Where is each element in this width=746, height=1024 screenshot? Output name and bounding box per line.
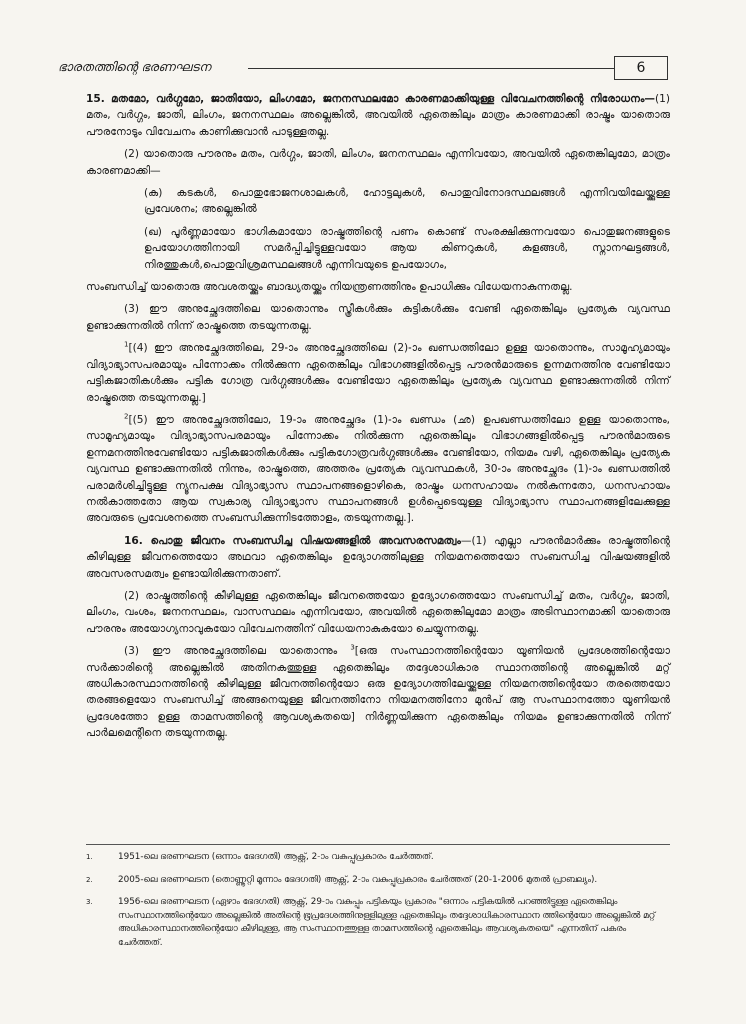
article-16-clause-3-para <box>86 643 670 741</box>
article-16-clause-2: (2) രാഷ്ട്രത്തിന്റെ കീഴിലുള്ള ഏതെങ്കിലും ജീവനത്തെയോ ഉദ്യോഗത്തെയോ സംബന്ധിച്ച് മതം, വർഗ്ഗം, ജാതി, ലിംഗം, വംശം, ജനനസ്ഥലം, വാസസ്ഥലം എന്നിവയോ, അവയിൽ ഏതെങ്കിലുമോ മാത്രം അടിസ്ഥാനമാക്കി യാതൊരു പൗരനും അയോഗ്യനാവുകയോ വിവേചനത്തിന് വിധേയനാകുകയോ ചെയ്യുന്നതല്ല. <box>86 589 670 635</box>
header-title: ഭാരതത്തിന്റെ ഭരണഘടന <box>58 59 211 74</box>
article-15-heading: 15. മതമോ, വർഗ്ഗമോ, ജാതിയോ, ലിംഗമോ, ജനനസ്ഥലമോ കാരണമാക്കിയുള്ള വിവേചനത്തിന്റെ നിരോധനം— <box>86 93 655 105</box>
footnote-number: 2. <box>86 875 93 884</box>
article-16-clause-3-start: (3) ഈ അനുച്ഛേദത്തിലെ യാതൊന്നും <box>124 645 338 658</box>
footnote-ref-1: 1 <box>124 340 129 349</box>
footnote-1 <box>86 851 670 865</box>
footnote-ref-2: 2 <box>124 412 129 421</box>
article-15-clause-2-end: സംബന്ധിച്ച് യാതൊരു അവശതയ്ക്കും ബാദ്ധ്യതയ്ക്കും നിയന്ത്രണത്തിനും ഉപാധിക്കും വിധേയനാകുന്നതല്ല. <box>86 281 573 294</box>
article-15-clause-2-b: (ഖ) പൂർണ്ണമായോ ഭാഗികമായോ രാഷ്ട്രത്തിന്റെ പണം കൊണ്ട് സംരക്ഷിക്കുന്നവയോ പൊതുജനങ്ങളുടെ ഉപയോഗത്തിനായി സമർപ്പിച്ചിട്ടുള്ളവയോ ആയ കിണറുകൾ, കുളങ്ങൾ, സ്നാനഘട്ടങ്ങൾ, നിരത്തുകൾ,പൊതുവിശ്രമസ്ഥലങ്ങൾ എന്നിവയുടെ ഉപയോഗം, <box>144 225 670 271</box>
footnotes <box>86 844 670 959</box>
article-15-clause-1: (1) മതം, വർഗ്ഗം, ജാതി, ലിംഗം, ജനനസ്ഥലം അല്ലെങ്കിൽ, അവയിൽ ഏതെങ്കിലും മാത്രം കാരണമാക്കി രാഷ്ട്രം യാതൊരു പൗരനോടും വിവേചനം കാണിക്കുവാൻ പാടുള്ളതല്ല. <box>86 93 670 138</box>
footnote-number: 3. <box>86 898 93 906</box>
article-15-clause-5-para <box>86 412 670 527</box>
article-15-heading-para <box>86 91 670 140</box>
footnote-number: 1. <box>86 853 93 861</box>
footnote-text: 1951-ലെ ഭരണഘടന (ഒന്നാം ഭേദഗതി) ആക്റ്റ്, 2-ാം വകുപ്പുപ്രകാരം ചേർത്തത്. <box>118 852 434 862</box>
article-15-clause-3: (3) ഈ അനുച്ഛേദത്തിലെ യാതൊന്നും സ്ത്രീകൾക്കും കുട്ടികൾക്കും വേണ്ടി ഏതെങ്കിലും പ്രത്യേക വ്യവസ്ഥ ഉണ്ടാക്കുന്നതിൽ നിന്ന് രാഷ്ട്രത്തെ തടയുന്നതല്ല. <box>86 303 670 332</box>
article-16-heading-para <box>86 533 670 582</box>
article-15-clause-2-a: (ക) കടകൾ, പൊതുഭോജനശാലകൾ, ഹോട്ടലുകൾ, പൊതുവിനോദസ്ഥലങ്ങൾ എന്നിവയിലേയ്ക്കുള്ള പ്രവേശനം; അല്ലെങ്കിൽ <box>144 187 670 216</box>
article-16-heading: 16. പൊതു ജീവനം സംബന്ധിച്ച വിഷയങ്ങളിൽ അവസരസമത്വം <box>124 534 461 547</box>
article-16-clause-3-rest: [ഒരു സംസ്ഥാനത്തിന്റെയോ യൂണിയൻ പ്രദേശത്തിന്റെയോ സർക്കാരിന്റെ അല്ലെങ്കിൽ അതിനകത്തുള്ള ഏതെങ്കിലും തദ്ദേശാധികാര സ്ഥാനത്തിന്റെ അല്ലെങ്കിൽ മറ്റ് അധികാരസ്ഥാനത്തിന്റെ കീഴിലുള്ള ജീവനത്തിന്റെയോ ഒരു ഉദ്യോഗത്തിലേയ്ക്കുള്ള നിയമനത്തിന്റെയോ തരത്തെയോ തരങ്ങളെയോ സംബന്ധിച്ച് അങ്ങനെയുള്ള ജീവനത്തിനോ നിയമനത്തിനോ മുൻപ് ആ സംസ്ഥാനത്തോ യൂണിയൻ പ്രദേശത്തോ ഉള്ള താമസത്തിന്റെ ആവശ്യകതയെ] നിർണ്ണയിക്കുന്ന ഏതെങ്കിലും നിയമം ഉണ്ടാക്കുന്നതിൽ നിന്ന് പാർലമെന്റിനെ തടയുന്നതല്ല. <box>86 645 670 740</box>
page-number: 6 <box>614 56 668 80</box>
document-body <box>86 91 670 748</box>
article-15-clause-5: [(5) ഈ അനുച്ഛേദത്തിലോ, 19-ാം അനുച്ഛേദം (1)-ാം ഖണ്ഡം (ഛ) ഉപഖണ്ഡത്തിലോ ഉള്ള യാതൊന്നും, സാമൂഹ്യമായും വിദ്യാഭ്യാസപരമായും പിന്നോക്കം നിൽക്കുന്ന ഏതെങ്കിലും വിഭാഗങ്ങളിൽപ്പെട്ട പൗരൻമാരുടെ ഉന്നമനത്തിനുവേണ്ടിയോ പട്ടികജാതികൾക്കും പട്ടികഗോത്രവർഗ്ഗങ്ങൾക്കും വേണ്ടിയോ, നിയമം വഴി, ഏതെങ്കിലും പ്രത്യേക വ്യവസ്ഥ ഉണ്ടാക്കുന്നതിൽ നിന്നും, രാഷ്ട്രത്തെ, അത്തരം പ്രത്യേക വ്യവസ്ഥകൾ, 30-ാം അനുച്ഛേദം (1)-ാം ഖണ്ഡത്തിൽ പരാമർശിച്ചിട്ടുള്ള ന്യൂനപക്ഷ വിദ്യാഭ്യാസ സ്ഥാപനങ്ങളൊഴികെ, രാഷ്ട്രം ധനസഹായം നൽകുന്നതോ, ധനസഹായം നൽകാത്തതോ ആയ സ്വകാര്യ വിദ്യാഭ്യാസ സ്ഥാപനങ്ങൾ ഉൾപ്പെടെയുള്ള വിദ്യാഭ്യാസ സ്ഥാപനങ്ങളിലേക്കുള്ള അവരുടെ പ്രവേശനത്തെ സംബന്ധിക്കുന്നിടത്തോളം, തടയുന്നതല്ല.]. <box>86 413 670 525</box>
footnote-ref-3: 3 <box>350 643 355 652</box>
footnote-3 <box>86 896 670 950</box>
footnote-text: 2005-ലെ ഭരണഘടന (തൊണ്ണൂറ്റി മൂന്നാം ഭേദഗതി) ആക്റ്റ്, 2-ാം വകുപ്പുപ്രകാരം ചേർത്തത് (20-1-2006 മുതൽ പ്രാബല്യം). <box>118 874 598 885</box>
footnote-2 <box>86 874 670 888</box>
header-rule <box>248 68 614 69</box>
article-15-clause-2-intro: (2) യാതൊരു പൗരനും മതം, വർഗ്ഗം, ജാതി, ലിംഗം, ജനനസ്ഥലം എന്നിവയോ, അവയിൽ ഏതെങ്കിലുമോ, മാത്രം കാരണമാക്കി— <box>86 148 670 177</box>
running-header <box>58 56 668 82</box>
article-15-clause-4: [(4) ഈ അനുച്ഛേദത്തിലെ, 29-ാം അനുച്ഛേദത്തിലെ (2)-ാം ഖണ്ഡത്തിലോ ഉള്ള യാതൊന്നും, സാമൂഹ്യമായും വിദ്യാഭ്യാസപരമായും പിന്നോക്കം നിൽക്കുന്ന ഏതെങ്കിലും വിഭാഗങ്ങളിൽപ്പെട്ട പൗരൻമാരുടെ ഉന്നമനത്തിനു വേണ്ടിയോ പട്ടികജാതികൾക്കും പട്ടിക ഗോത്ര വർഗ്ഗങ്ങൾക്കും വേണ്ടിയോ ഏതെങ്കിലും പ്രത്യേക വ്യവസ്ഥ ഉണ്ടാക്കുന്നതിൽ നിന്ന് രാഷ്ട്രത്തെ തടയുന്നതല്ല.] <box>86 342 670 404</box>
article-16-clause-1: —(1) എല്ലാ പൗരൻമാർക്കും രാഷ്ട്രത്തിന്റെ കീഴിലുള്ള ജീവനത്തെയോ അഥവാ ഏതെങ്കിലും ഉദ്യോഗത്തിലുള്ള നിയമനത്തെയോ സംബന്ധിച്ച വിഷയങ്ങളിൽ അവസരസമത്വം ഉണ്ടായിരിക്കുന്നതാണ്. <box>86 534 670 580</box>
article-15-clause-4-para <box>86 340 670 406</box>
footnote-text: 1956-ലെ ഭരണഘടന (ഏഴാം ഭേദഗതി) ആക്റ്റ്, 29-ാം വകുപ്പും പട്ടികയും പ്രകാരം "ഒന്നാം പട്ടികയിൽ പറഞ്ഞിട്ടുള്ള ഏതെങ്കിലും സംസ്ഥാനത്തിന്റെയോ അല്ലെങ്കിൽ അതിന്റെ ഭൂപ്രദേശത്തിനുള്ളിലുള്ള ഏതെങ്കിലും തദ്ദേശാധികാരസ്ഥാന ത്തിന്റെയോ അല്ലെങ്കിൽ മറ്റ് അധികാരസ്ഥാനത്തിന്റെയോ കീഴിലുള്ള, ആ സംസ്ഥാനത്തുള്ള താമസത്തിന്റെ ഏതെങ്കിലും ആവശ്യകതയെ" എന്നതിന് പകരം ചേർത്തത്. <box>118 897 656 948</box>
